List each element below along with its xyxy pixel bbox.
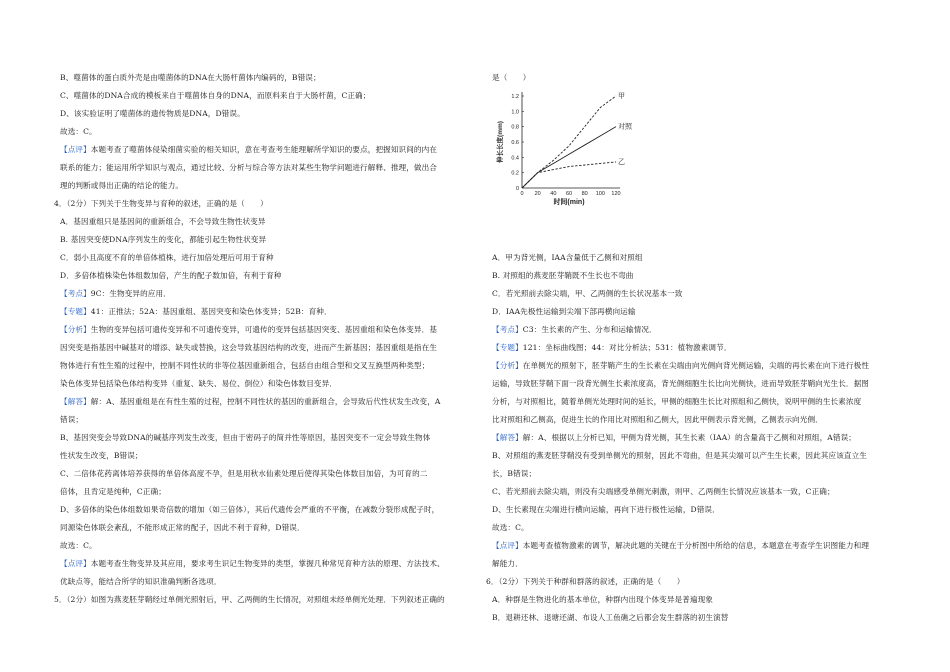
kaodian-tag: 【 考点 】 xyxy=(60,289,91,298)
y-axis-title: 伸长长度(mm) xyxy=(497,121,504,163)
text-line: 故选：C。 xyxy=(492,523,529,532)
kaodian-line: 【 考点 】 C3：生长素的产生、分布和运输情况． xyxy=(492,324,657,335)
option-line: D．IAA先极性运输到尖端下部再横向运输 xyxy=(492,307,636,316)
y-tick-label: 0.8 xyxy=(511,124,519,131)
y-tick-label: 1.0 xyxy=(511,109,519,116)
question-4: 4．（2分）下列关于生物变异与育种的叙述，正确的是（ ） xyxy=(54,199,268,208)
x-tick-label: 0 xyxy=(520,191,524,197)
option-line: C．弱小且高度不育的单倍体植株，进行加倍处理后可用于育种 xyxy=(60,253,274,262)
series-line-2 xyxy=(522,127,616,188)
fenxi-line: 【 分析 】 在单侧光的照射下，胚芽鞘产生的生长素在尖端由向光侧向背光侧运输，尖端的再长素在向下进行极性 xyxy=(492,360,869,371)
text-line: 染色体变异包括染色体结构变异（重复、缺失、易位、倒位）和染色体数目变异． xyxy=(60,379,337,388)
y-tick-label: 0.2 xyxy=(511,170,519,177)
comment-line: 【 点评 】 本题考查了噬菌体侵染细菌实验的相关知识，意在考查考生能理解所学知识的要点，把握知识间的内在 xyxy=(60,144,437,155)
dianping-tag: 【 点评 】 xyxy=(60,145,91,154)
text-line: 运输，导致胚芽鞘下面一段背光侧生长素浓度高，背光侧细胞生长比向光侧快，进而导致胚芽鞘向光生长．据图 xyxy=(492,379,869,388)
text-line: C、若光照前去除尖端，则没有尖端感受单侧光刺激，则甲、乙两侧生长情况应该基本一致，C正确； xyxy=(492,487,835,496)
text-line: C、二倍体花药离体培养获得的单倍体高度不孕，但是用秋水仙素处理后使得其染色体数目加倍，为可育的二 xyxy=(60,469,428,478)
series-line-3 xyxy=(522,162,616,188)
series-label-1: 甲 xyxy=(618,93,625,100)
y-tick-label: 0.6 xyxy=(511,140,519,146)
series-label-2: 对照 xyxy=(618,123,632,131)
text-line: 理的判断或得出正确的结论的能力。 xyxy=(60,181,184,190)
jieda-line: 【 解答 】 解：A、基因重组是在有性生殖的过程，控制不同性状的基因的重新组合，会导致后代性状发生改变，A xyxy=(60,396,440,407)
comment-line: 【 点评 】 本题考查植物激素的调节，解决此题的关键在于分析图中所给的信息，本题意在考查学生识图能力和理 xyxy=(492,540,869,551)
x-tick-label: 40 xyxy=(550,191,557,197)
y-tick-label: 0.4 xyxy=(511,155,519,162)
text-line: 故选：C。 xyxy=(60,127,97,136)
option-line: B．退耕还林、退塘还湖、布设人工鱼礁之后都会发生群落的初生演替 xyxy=(492,613,729,622)
x-tick-label: 100 xyxy=(595,191,605,197)
y-tick-label: 1.2 xyxy=(511,94,519,100)
text-line: 分析，与对照相比，随着单侧光处理时间的延长，甲侧的细胞生长比对照组和乙侧快，说明甲侧的生长素浓度 xyxy=(492,397,862,406)
text-line: C、噬菌体的DNA合成的模板来自于噬菌体自身的DNA，而原料来自于大肠杆菌，C正确； xyxy=(60,91,371,100)
option-line: A．甲为背光侧，IAA含量低于乙侧和对照组 xyxy=(492,253,643,262)
dianping-tag: 【 点评 】 xyxy=(492,541,523,550)
option-line: B. 对照组的燕麦胚芽鞘既不生长也不弯曲 xyxy=(492,271,634,280)
question-6: 6．（2分）下列关于种群和群落的叙述，正确的是（ ） xyxy=(486,577,685,586)
text-line: 倍体，且肯定是纯种，C正确； xyxy=(60,487,166,496)
fenxi-tag: 【 分析 】 xyxy=(492,361,523,370)
chart-ticks xyxy=(511,94,620,197)
text-line: D、多倍体的染色体组数如果奇倍数的增加（如三倍体），其后代遗传会严重的不平衡，在减数分裂形成配子时， xyxy=(60,505,440,514)
text-line: B、基因突变会导致DNA的碱基序列发生改变，但由于密码子的简并性等原因，基因突变不一定会导致生物体 xyxy=(60,433,431,442)
zhuanti-tag: 【 专题 】 xyxy=(492,343,523,352)
x-axis-title: 时间(min) xyxy=(553,199,585,206)
text-line: 同源染色体联会紊乱，不能形成正常的配子，因此不利于育种，D错误． xyxy=(60,523,305,532)
option-line: A．种群是生物进化的基本单位，种群内出现个体变异是普遍现象 xyxy=(492,595,714,604)
question-5: 5．（2分）如图为燕麦胚芽鞘经过单侧光照射后，甲、乙两侧的生长情况，对照组未经单侧光处理．下列叙述正确的 xyxy=(54,595,445,604)
fenxi-line: 【 分析 】 生物的变异包括可遗传变异和不可遗传变异，可遗传的变异包括基因突变、基因重组和染色体变异．基 xyxy=(60,324,437,335)
zhuanti-tag: 【 专题 】 xyxy=(60,307,91,316)
option-line: A．基因重组只是基因间的重新组合，不会导致生物性状变异 xyxy=(60,217,266,226)
text-line: 性状发生改变，B错误； xyxy=(60,451,143,460)
comment-line: 【 点评 】 本题考查生物变异及其应用，要求考生识记生物变异的类型，掌握几种常见育种方法的原理、方法技术、 xyxy=(60,558,445,569)
dianping-tag: 【 点评 】 xyxy=(60,559,91,568)
jieda-tag: 【 解答 】 xyxy=(60,397,91,406)
series-label-3: 乙 xyxy=(618,158,625,166)
text-line: 解能力． xyxy=(492,559,523,568)
option-line: D．多倍体植株染色体组数加倍，产生的配子数加倍，有利于育种 xyxy=(60,271,282,280)
text-line: 长，B错误； xyxy=(492,469,537,478)
x-tick-label: 20 xyxy=(534,191,541,197)
kaodian-line: 【 考点 】 9C：生物变异的应用． xyxy=(60,288,171,299)
text-line: 比对照组和乙侧高，促进生长的作用比对照组和乙侧大，因此甲侧表示背光侧，乙侧表示向光侧． xyxy=(492,415,823,424)
option-line: C．若光照前去除尖端，甲、乙两侧的生长状况基本一致 xyxy=(492,289,683,298)
jieda-line: 【 解答 】 解：A、根据以上分析已知，甲侧为背光侧，其生长素（IAA）的含量高于乙侧和对照组，A错误； xyxy=(492,432,856,443)
text-line: 错误； xyxy=(60,415,84,424)
text-line: 优缺点等，能结合所学的知识准确判断各选项． xyxy=(60,577,222,586)
y-tick-label: 0 xyxy=(515,186,519,192)
text-line: 联系的能力；能运用所学知识与观点，通过比较、分析与综合等方法对某些生物学问题进行解释、推理，做出合 xyxy=(60,163,437,172)
zhuanti-line: 【 专题 】 41：正推法；52A：基因重组、基因突变和染色体变异；52B：育种． xyxy=(60,306,332,317)
text-line: B、对照组的燕麦胚芽鞘没有受到单侧光的照射，因此不弯曲，但是其尖端可以产生生长素，因此其应该直立生 xyxy=(492,451,867,460)
text-line: B、噬菌体的蛋白质外壳是由噬菌体的DNA在大肠杆菌体内编码的，B错误； xyxy=(60,73,321,82)
kaodian-tag: 【 考点 】 xyxy=(492,325,523,334)
growth-line-chart xyxy=(496,86,632,206)
text-line: 物体进行有性生殖的过程中，控制不同性状的非等位基因重新组合，包括自由组合型和交叉互换型两种类型； xyxy=(60,361,430,370)
x-tick-label: 80 xyxy=(581,191,588,197)
text-line: D、该实验证明了噬菌体的遗传物质是DNA，D错误。 xyxy=(60,109,245,118)
text-line: D、生长素现在尖端进行横向运输，再向下进行极性运输，D错误． xyxy=(492,505,720,514)
option-line: B. 基因突变使DNA序列发生的变化，都能引起生物性状变异 xyxy=(60,235,267,244)
zhuanti-line: 【 专题 】 121：坐标曲线图；44：对比分析法；531：植物激素调节． xyxy=(492,342,732,353)
fenxi-tag: 【 分析 】 xyxy=(60,325,91,334)
text-line: 因突变是指基因中碱基对的增添、缺失或替换，这会导致基因结构的改变，进而产生新基因；基因重组是指在生 xyxy=(60,343,437,352)
text-line: 是（ ） xyxy=(492,73,531,82)
chart-series xyxy=(522,96,616,188)
text-line: 故选：C。 xyxy=(60,541,97,550)
jieda-tag: 【 解答 】 xyxy=(492,433,523,442)
x-tick-label: 120 xyxy=(611,191,621,197)
x-tick-label: 60 xyxy=(565,191,573,197)
